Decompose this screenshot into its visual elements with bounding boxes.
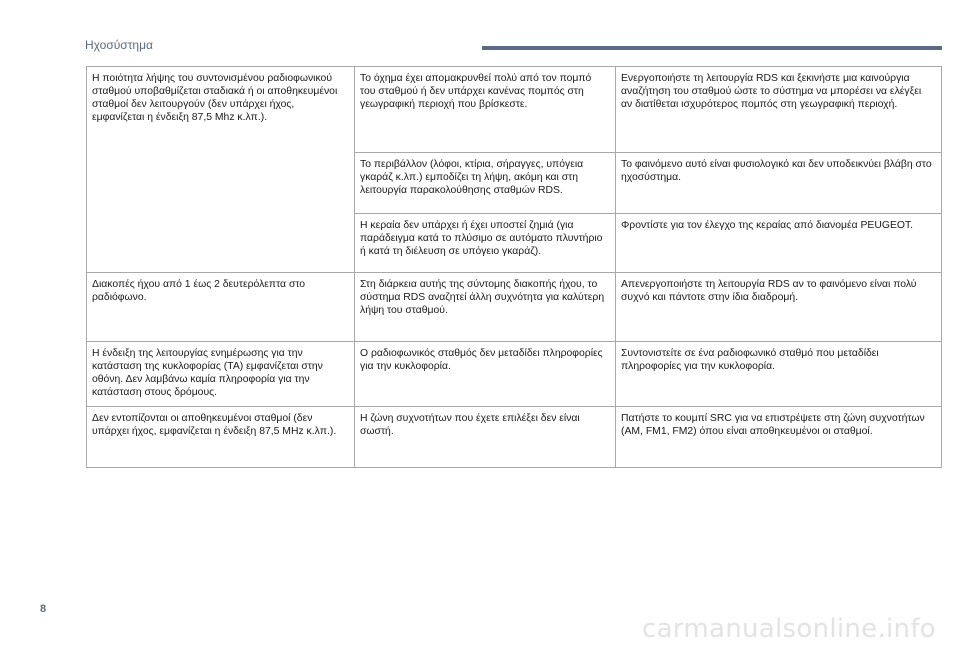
solution-cell: Το φαινόμενο αυτό είναι φυσιολογικό και δεν υποδεικνύει βλάβη στο ηχοσύστημα. (616, 153, 942, 214)
cause-cell: Στη διάρκεια αυτής της σύντομης διακοπής ήχου, το σύστημα RDS αναζητεί άλλη συχνότητα για καλύτερη λήψη του σταθμού. (355, 273, 616, 342)
solution-cell: Απενεργοποιήστε τη λειτουργία RDS αν το φαινόμενο είναι πολύ συχνό και πάντοτε στην ίδια διαδρομή. (616, 273, 942, 342)
cause-cell: Ο ραδιοφωνικός σταθμός δεν μεταδίδει πληροφορίες για την κυκλοφορία. (355, 342, 616, 407)
table-row (87, 342, 942, 407)
cause-cell: Το περιβάλλον (λόφοι, κτίρια, σήραγγες, υπόγεια γκαράζ κ.λπ.) εμποδίζει τη λήψη, ακόμη και στη λειτουργία παρακολούθησης σταθμών RDS. (355, 153, 616, 214)
symptom-cell: Η ποιότητα λήψης του συντονισμένου ραδιοφωνικού σταθμού υποβαθμίζεται σταδιακά ή οι αποθηκευμένοι σταθμοί δεν λειτουργούν (δεν υπάρχει ήχος, εμφανίζεται η ένδειξη 87,5 Mhz κ.λπ.). (87, 67, 355, 273)
section-title: Ηχοσύστημα (85, 38, 153, 52)
solution-cell: Ενεργοποιήστε τη λειτουργία RDS και ξεκινήστε μια καινούργια αναζήτηση του σταθμού ώστε το σύστημα να μπορέσει να ελέγξει αν διατίθεται ισχυρότερος πομπός στη γεωγραφική περιοχή. (616, 67, 942, 153)
solution-cell: Πατήστε το κουμπί SRC για να επιστρέψετε στη ζώνη συχνοτήτων (AM, FM1, FM2) όπου είναι αποθηκευμένοι οι σταθμοί. (616, 407, 942, 468)
symptom-cell: Διακοπές ήχου από 1 έως 2 δευτερόλεπτα στο ραδιόφωνο. (87, 273, 355, 342)
table-row (87, 273, 942, 342)
header-divider-bar (482, 46, 942, 50)
symptom-cell: Δεν εντοπίζονται οι αποθηκευμένοι σταθμοί (δεν υπάρχει ήχος, εμφανίζεται η ένδειξη 87,5 MHz κ.λπ.). (87, 407, 355, 468)
symptom-cell: Η ένδειξη της λειτουργίας ενημέρωσης για την κατάσταση της κυκλοφορίας (TA) εμφανίζεται στην οθόνη. Δεν λαμβάνω καμία πληροφορία για την κατάσταση στους δρόμους. (87, 342, 355, 407)
watermark-text: carmanualsonline.info (641, 614, 936, 644)
page-number: 8 (40, 603, 47, 615)
cause-cell: Το όχημα έχει απομακρυνθεί πολύ από τον πομπό του σταθμού ή δεν υπάρχει κανένας πομπός στη γεωγραφική περιοχή που βρίσκεστε. (355, 67, 616, 153)
cause-cell: Η κεραία δεν υπάρχει ή έχει υποστεί ζημιά (για παράδειγμα κατά το πλύσιμο σε αυτόματο πλυντήριο ή κατά τη διέλευση σε υπόγειο γκαράζ). (355, 214, 616, 273)
table-row (87, 67, 942, 153)
solution-cell: Συντονιστείτε σε ένα ραδιοφωνικό σταθμό που μεταδίδει πληροφορίες για την κυκλοφορία. (616, 342, 942, 407)
solution-cell: Φροντίστε για τον έλεγχο της κεραίας από διανομέα PEUGEOT. (616, 214, 942, 273)
table-row (87, 407, 942, 468)
troubleshooting-table (86, 66, 942, 468)
cause-cell: Η ζώνη συχνοτήτων που έχετε επιλέξει δεν είναι σωστή. (355, 407, 616, 468)
